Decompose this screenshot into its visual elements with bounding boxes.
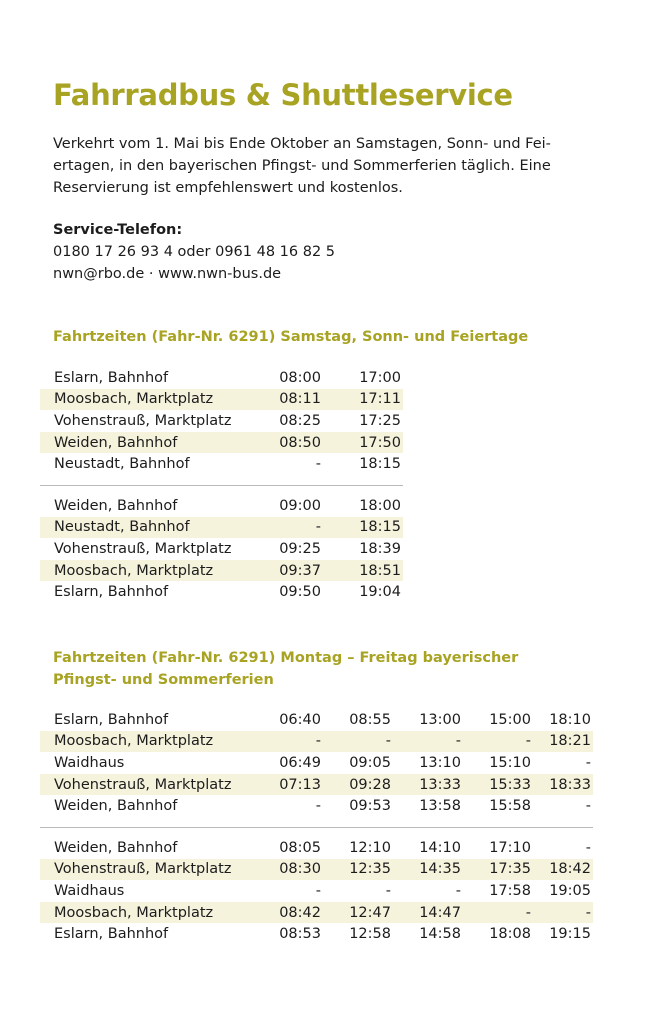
block-separator xyxy=(40,486,403,495)
station-name: Vohenstrauß, Marktplatz xyxy=(54,412,232,429)
departure-time: 08:05 xyxy=(279,839,321,856)
departure-time: 08:55 xyxy=(349,711,391,728)
departure-time: 06:49 xyxy=(279,754,321,771)
departure-time: 13:00 xyxy=(419,711,461,728)
station-name: Waidhaus xyxy=(54,882,125,899)
departure-time: - xyxy=(385,882,391,899)
station-name: Weiden, Bahnhof xyxy=(54,798,178,815)
departure-time: - xyxy=(455,882,461,899)
intro-line: ertagen, in den bayerischen Pfingst- und Sommerferien täglich. Eine xyxy=(53,158,551,174)
departure-time: - xyxy=(533,902,593,924)
departure-time: 09:00 xyxy=(279,497,321,514)
station-name: Eslarn, Bahnhof xyxy=(54,369,169,386)
departure-time: 18:00 xyxy=(359,497,401,514)
departure-time: - xyxy=(463,731,533,753)
departure-time: 19:04 xyxy=(359,584,401,601)
station-name: Waidhaus xyxy=(54,754,125,771)
block-separator xyxy=(40,828,593,837)
departure-time: 08:42 xyxy=(276,902,323,924)
station-name: Weiden, Bahnhof xyxy=(40,432,276,454)
table-row xyxy=(40,367,403,389)
departure-time: 19:15 xyxy=(549,926,591,943)
station-name: Neustadt, Bahnhof xyxy=(54,456,190,473)
station-name: Vohenstrauß, Marktplatz xyxy=(40,774,276,796)
departure-time: 14:10 xyxy=(419,839,461,856)
station-name: Neustadt, Bahnhof xyxy=(40,517,276,539)
departure-time: 17:11 xyxy=(323,389,403,411)
departure-time: 17:58 xyxy=(489,882,531,899)
table-row xyxy=(40,923,593,945)
table-row xyxy=(40,560,403,582)
departure-time: 18:33 xyxy=(533,774,593,796)
table-row xyxy=(40,795,593,817)
departure-time: 08:11 xyxy=(276,389,323,411)
departure-time: 09:25 xyxy=(279,540,321,557)
table-row xyxy=(40,453,403,475)
departure-time: 12:58 xyxy=(349,926,391,943)
departure-time: 18:51 xyxy=(323,560,403,582)
departure-time: 09:50 xyxy=(279,584,321,601)
block-separator xyxy=(40,817,593,828)
departure-time: 14:58 xyxy=(419,926,461,943)
departure-time: 08:50 xyxy=(276,432,323,454)
departure-time: 08:00 xyxy=(279,369,321,386)
departure-time: - xyxy=(393,731,463,753)
timetable-weekend xyxy=(40,367,403,603)
station-name: Vohenstrauß, Marktplatz xyxy=(40,859,276,881)
table-row xyxy=(40,859,593,881)
station-name: Moosbach, Marktplatz xyxy=(40,389,276,411)
departure-time: 09:05 xyxy=(349,754,391,771)
departure-time: - xyxy=(276,517,323,539)
table-row xyxy=(40,752,593,774)
departure-time: 17:35 xyxy=(463,859,533,881)
departure-time: - xyxy=(585,754,591,771)
station-name: Weiden, Bahnhof xyxy=(54,839,178,856)
station-name: Vohenstrauß, Marktplatz xyxy=(54,540,232,557)
block-separator xyxy=(40,475,403,486)
departure-time: 18:42 xyxy=(533,859,593,881)
departure-time: - xyxy=(315,798,321,815)
table-row xyxy=(40,731,593,753)
section-title-line: Fahrtzeiten (Fahr-Nr. 6291) Samstag, Sonn- und Feiertage xyxy=(53,329,529,345)
table-row xyxy=(40,432,403,454)
departure-time: 18:08 xyxy=(489,926,531,943)
departure-time: 09:37 xyxy=(276,560,323,582)
departure-time: - xyxy=(585,798,591,815)
table-row xyxy=(40,709,593,731)
timetable-weekday xyxy=(40,709,593,945)
departure-time: 18:15 xyxy=(359,456,401,473)
intro-line: Reservierung ist empfehlenswert und kostenlos. xyxy=(53,180,403,196)
departure-time: 08:53 xyxy=(279,926,321,943)
departure-time: 18:15 xyxy=(323,517,403,539)
station-name: Moosbach, Marktplatz xyxy=(40,731,276,753)
departure-time: - xyxy=(315,456,321,473)
departure-time: - xyxy=(315,882,321,899)
service-contact xyxy=(53,219,335,285)
station-name: Eslarn, Bahnhof xyxy=(54,926,169,943)
departure-time: 12:35 xyxy=(323,859,393,881)
table-row xyxy=(40,517,403,539)
departure-time: 09:28 xyxy=(323,774,393,796)
station-name: Eslarn, Bahnhof xyxy=(54,711,169,728)
departure-time: 15:33 xyxy=(463,774,533,796)
station-name: Moosbach, Marktplatz xyxy=(40,560,276,582)
table-row xyxy=(40,389,403,411)
departure-time: 13:10 xyxy=(419,754,461,771)
departure-time: - xyxy=(585,839,591,856)
departure-time: 12:47 xyxy=(323,902,393,924)
table-row xyxy=(40,902,593,924)
departure-time: 15:00 xyxy=(489,711,531,728)
departure-time: 09:53 xyxy=(349,798,391,815)
section-title-weekend xyxy=(53,327,528,349)
departure-time: 18:21 xyxy=(533,731,593,753)
table-row xyxy=(40,410,403,432)
departure-time: 14:47 xyxy=(393,902,463,924)
station-name: Eslarn, Bahnhof xyxy=(54,584,169,601)
table-row xyxy=(40,774,593,796)
departure-time: 15:10 xyxy=(489,754,531,771)
departure-time: 13:58 xyxy=(419,798,461,815)
service-web: nwn@rbo.de · www.nwn-bus.de xyxy=(53,266,282,282)
page-title: Fahrradbus & Shuttleservice xyxy=(53,78,513,112)
departure-time: 13:33 xyxy=(393,774,463,796)
departure-time: 14:35 xyxy=(393,859,463,881)
departure-time: 19:05 xyxy=(549,882,591,899)
table-row xyxy=(40,581,403,603)
departure-time: 17:25 xyxy=(359,412,401,429)
departure-time: 18:39 xyxy=(359,540,401,557)
table-row xyxy=(40,880,593,902)
departure-time: 08:30 xyxy=(276,859,323,881)
departure-time: 15:58 xyxy=(489,798,531,815)
departure-time: - xyxy=(323,731,393,753)
service-phones: 0180 17 26 93 4 oder 0961 48 16 82 5 xyxy=(53,244,336,260)
section-title-line: Pfingst- und Sommerferien xyxy=(53,671,274,688)
departure-time: 17:50 xyxy=(323,432,403,454)
departure-time: 18:10 xyxy=(549,711,591,728)
departure-time: 07:13 xyxy=(276,774,323,796)
table-row xyxy=(40,538,403,560)
section-title-weekday xyxy=(53,648,518,691)
table-row xyxy=(40,837,593,859)
departure-time: - xyxy=(463,902,533,924)
station-name: Moosbach, Marktplatz xyxy=(40,902,276,924)
intro-line: Verkehrt vom 1. Mai bis Ende Oktober an Samstagen, Sonn- und Fei- xyxy=(53,136,551,152)
service-label: Service-Telefon: xyxy=(53,222,183,238)
section-title-line: Fahrtzeiten (Fahr-Nr. 6291) Montag – Freitag bayerischer xyxy=(53,650,519,666)
intro-text xyxy=(53,133,613,199)
departure-time: - xyxy=(276,731,323,753)
departure-time: 12:10 xyxy=(349,839,391,856)
departure-time: 06:40 xyxy=(279,711,321,728)
departure-time: 17:10 xyxy=(489,839,531,856)
table-row xyxy=(40,495,403,517)
station-name: Weiden, Bahnhof xyxy=(54,497,178,514)
departure-time: 17:00 xyxy=(359,369,401,386)
departure-time: 08:25 xyxy=(279,412,321,429)
